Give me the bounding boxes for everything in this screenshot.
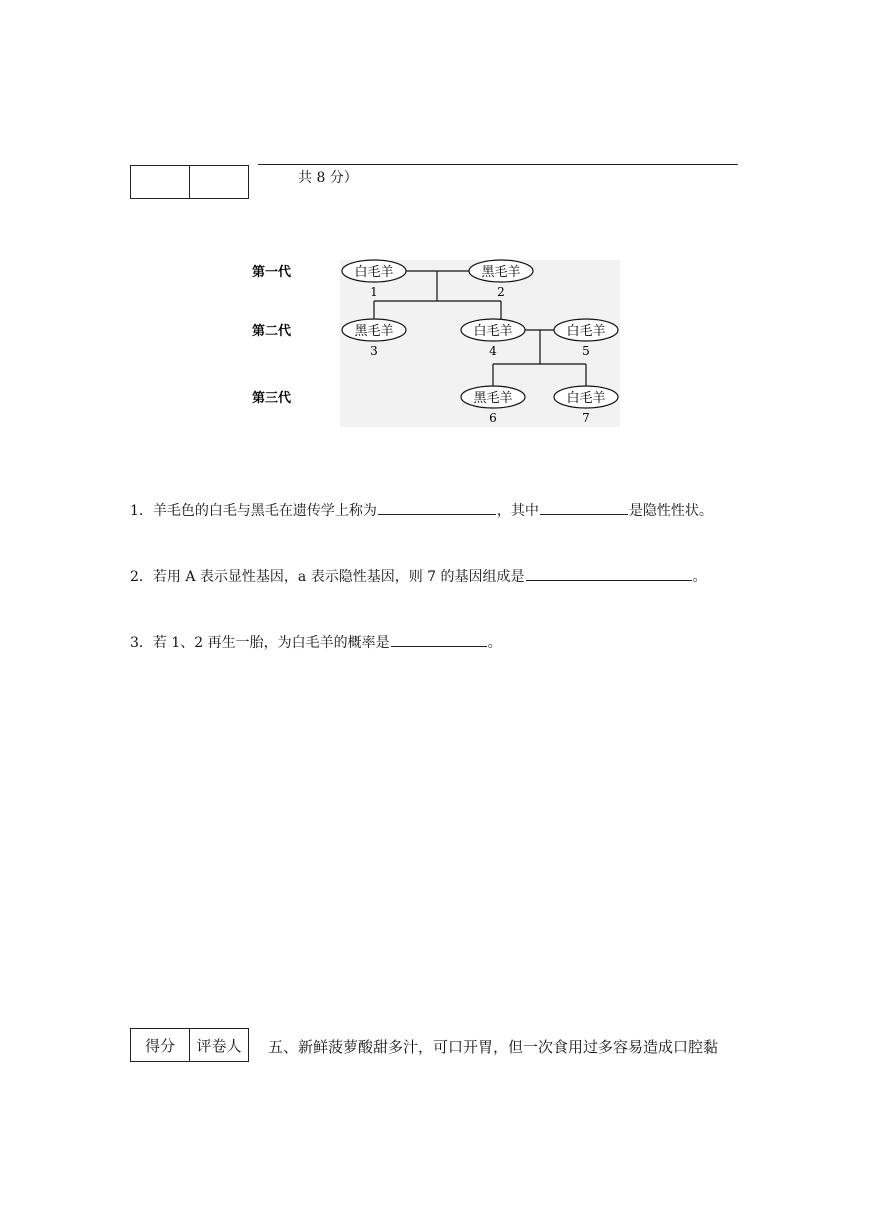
individual-label: 白毛羊 xyxy=(566,324,606,339)
generation-label: 第二代 xyxy=(252,324,292,339)
answer-blank[interactable] xyxy=(378,500,496,515)
question-text: 3．若 1、2 再生一胎，为白毛羊的概率是 xyxy=(130,635,390,651)
individual-number: 1 xyxy=(370,285,378,299)
generation-label: 第一代 xyxy=(252,265,292,280)
score-table-bottom xyxy=(130,1028,249,1062)
individual-label: 黑毛羊 xyxy=(481,265,521,280)
answer-blank[interactable] xyxy=(540,500,628,515)
individual-number: 7 xyxy=(582,411,590,425)
generation-label: 第三代 xyxy=(252,391,292,406)
question-1 xyxy=(130,500,713,520)
answer-blank[interactable] xyxy=(526,566,692,581)
score-table-top xyxy=(130,165,249,199)
answer-blank[interactable] xyxy=(391,632,487,647)
individual-label: 白毛羊 xyxy=(354,265,394,280)
individual-number: 6 xyxy=(489,411,497,425)
section5-text: 五、新鲜菠萝酸甜多汁，可口开胃，但一次食用过多容易造成口腔黏 xyxy=(268,1038,719,1056)
individual-number: 5 xyxy=(582,344,590,358)
question-text: 2．若用 A 表示显性基因，a 表示隐性基因，则 7 的基因组成是 xyxy=(130,569,525,585)
individual-label: 白毛羊 xyxy=(473,324,513,339)
grader-cell xyxy=(190,166,249,199)
question-text: ，其中 xyxy=(496,503,539,519)
individual-label: 黑毛羊 xyxy=(473,391,513,406)
individual-label: 白毛羊 xyxy=(566,391,606,406)
question-text: 。 xyxy=(487,635,502,651)
grader-label: 评卷人 xyxy=(190,1029,249,1062)
individual-number: 3 xyxy=(370,344,378,358)
question-text: 。 xyxy=(692,569,707,585)
score-label: 得分 xyxy=(131,1029,190,1062)
question-3 xyxy=(130,632,502,652)
score-cell xyxy=(131,166,190,199)
pedigree-diagram xyxy=(240,252,620,427)
header-rule xyxy=(258,164,738,165)
individual-number: 4 xyxy=(489,344,497,358)
individual-number: 2 xyxy=(497,285,505,299)
question-2 xyxy=(130,566,707,586)
question-text: 是隐性性状。 xyxy=(628,503,713,519)
section-header-fragment: 共 8 分） xyxy=(298,170,358,186)
question-text: 1．羊毛色的白毛与黑毛在遗传学上称为 xyxy=(130,503,377,519)
individual-label: 黑毛羊 xyxy=(354,324,394,339)
